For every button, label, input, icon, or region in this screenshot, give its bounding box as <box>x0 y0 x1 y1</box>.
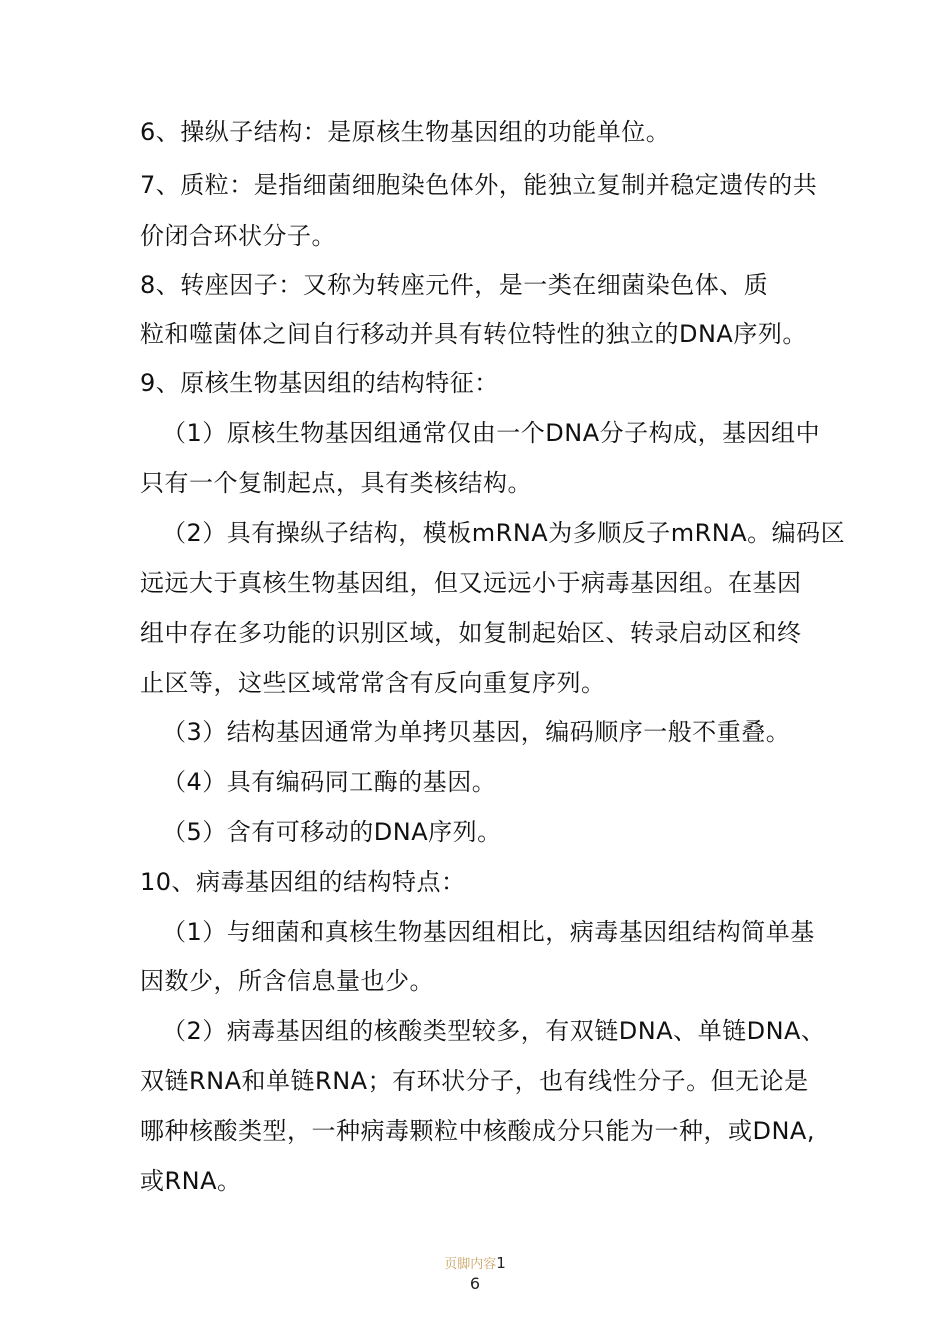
footer-label-text: 页脚内容 <box>444 1257 497 1272</box>
text-line-17: （1）与细菌和真核生物基因组相比，病毒基因组结构简单基 <box>162 918 815 946</box>
text-line-11: 组中存在多功能的识别区域，如复制起始区、转录启动区和终 <box>140 619 802 647</box>
text-line-19: （2）病毒基因组的核酸类型较多，有双链DNA、单链DNA、 <box>162 1017 826 1045</box>
text-line-13: （3）结构基因通常为单拷贝基因，编码顺序一般不重叠。 <box>162 718 791 746</box>
text-line-7: （1）原核生物基因组通常仅由一个DNA分子构成，基因组中 <box>162 419 821 447</box>
text-line-21: 哪种核酸类型，一种病毒颗粒中核酸成分只能为一种，或DNA, <box>140 1117 815 1145</box>
text-line-12: 止区等，这些区域常常含有反向重复序列。 <box>140 669 606 697</box>
text-line-4: 8、转座因子：又称为转座元件，是一类在细菌染色体、质 <box>140 271 769 299</box>
text-line-6: 9、原核生物基因组的结构特征： <box>140 369 499 397</box>
text-line-14: （4）具有编码同工酶的基因。 <box>162 768 497 796</box>
text-line-9: （2）具有操纵子结构，模板mRNA为多顺反子mRNA。编码区 <box>162 519 846 547</box>
text-line-1: 6、操纵子结构：是原核生物基因组的功能单位。 <box>140 118 671 146</box>
text-line-16: 10、病毒基因组的结构特点： <box>140 868 466 896</box>
footer-page-number: 6 <box>469 1274 481 1293</box>
text-line-3: 价闭合环状分子。 <box>140 222 336 250</box>
text-line-22: 或RNA。 <box>140 1167 242 1195</box>
text-line-15: （5）含有可移动的DNA序列。 <box>162 818 502 846</box>
text-line-10: 远远大于真核生物基因组，但又远远小于病毒基因组。在基因 <box>140 569 802 597</box>
text-line-2: 7、质粒：是指细菌细胞染色体外，能独立复制并稳定遗传的共 <box>140 171 818 199</box>
footer-label-number: 1 <box>496 1254 506 1272</box>
text-line-8: 只有一个复制起点，具有类核结构。 <box>140 469 532 497</box>
text-line-5: 粒和噬菌体之间自行移动并具有转位特性的独立的DNA序列。 <box>140 320 807 348</box>
footer-label <box>0 1253 950 1272</box>
text-line-20: 双链RNA和单链RNA；有环状分子，也有线性分子。但无论是 <box>140 1067 809 1095</box>
text-line-18: 因数少，所含信息量也少。 <box>140 967 434 995</box>
